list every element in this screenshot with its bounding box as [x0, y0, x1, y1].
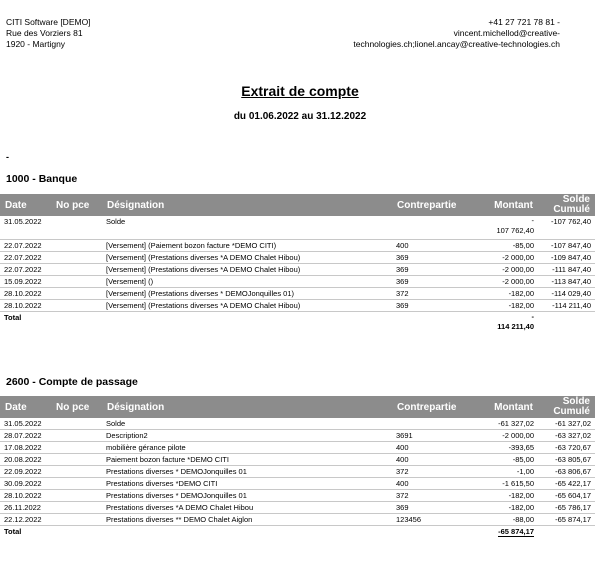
cell-montant: -88,00 — [483, 514, 538, 526]
cell-pce — [51, 252, 102, 264]
cell-date: 22.09.2022 — [0, 466, 51, 478]
cell-designation: Prestations diverses * DEMOJonquilles 01 — [102, 466, 392, 478]
cell-designation: Prestations diverses * DEMOJonquilles 01 — [102, 490, 392, 502]
cell-date: 22.07.2022 — [0, 240, 51, 252]
cell-date: 28.10.2022 — [0, 300, 51, 312]
cell-designation: [Versement] (Paiement bozon facture *DEMO CITI) — [102, 240, 392, 252]
cell-contrepartie: 369 — [392, 264, 483, 276]
cell-solde: -114 211,40 — [538, 300, 595, 312]
cell-designation: [Versement] (Prestations diverses * DEMOJonquilles 01) — [102, 288, 392, 300]
header-date: Date — [0, 194, 51, 216]
cell-designation: Prestations diverses *A DEMO Chalet Hibou — [102, 502, 392, 514]
cell-montant: -2 000,00 — [483, 276, 538, 288]
cell-solde: -111 847,40 — [538, 264, 595, 276]
cell-date: 20.08.2022 — [0, 454, 51, 466]
cell-solde: -107 847,40 — [538, 240, 595, 252]
total-row: Total -65 874,17 — [4, 526, 534, 536]
cell-solde: -63 327,02 — [538, 430, 595, 442]
table-row — [0, 252, 595, 264]
header-solde: Solde Cumulé — [538, 396, 595, 418]
cell-montant: -1,00 — [483, 466, 538, 478]
header-solde: Solde Cumulé — [538, 194, 595, 216]
document-title: Extrait de compte — [241, 83, 359, 99]
cell-montant: -2 000,00 — [483, 252, 538, 264]
cell-pce — [51, 276, 102, 288]
company-address — [6, 17, 91, 50]
cell-montant: -182,00 — [483, 490, 538, 502]
cell-designation: [Versement] (Prestations diverses *A DEMO Chalet Hibou) — [102, 300, 392, 312]
table-header — [0, 396, 595, 418]
cell-pce — [51, 514, 102, 526]
cell-date: 17.08.2022 — [0, 442, 51, 454]
table-header — [0, 194, 595, 216]
cell-designation: [Versement] () — [102, 276, 392, 288]
cell-montant: -182,00 — [483, 502, 538, 514]
table-row — [0, 240, 595, 252]
cell-solde: -65 422,17 — [538, 478, 595, 490]
header-contrepartie: Contrepartie — [392, 194, 483, 216]
cell-date: 22.12.2022 — [0, 514, 51, 526]
company-city: 1920 - Martigny — [6, 39, 66, 49]
cell-contrepartie: 369 — [392, 300, 483, 312]
cell-date: 15.09.2022 — [0, 276, 51, 288]
table-row — [0, 478, 595, 490]
cell-solde: -63 805,67 — [538, 454, 595, 466]
cell-solde: -113 847,40 — [538, 276, 595, 288]
cell-pce — [51, 442, 102, 454]
account-table-banque — [0, 194, 595, 335]
cell-solde: -109 847,40 — [538, 252, 595, 264]
cell-montant: -182,00 — [483, 288, 538, 300]
contact-block — [353, 17, 560, 50]
cell-date: 22.07.2022 — [0, 252, 51, 264]
cell-solde: -65 786,17 — [538, 502, 595, 514]
cell-contrepartie: 372 — [392, 288, 483, 300]
cell-designation: Description2 — [102, 430, 392, 442]
cell-contrepartie: 400 — [392, 454, 483, 466]
cell-pce — [51, 490, 102, 502]
account-title-passage: 2600 - Compte de passage — [6, 376, 138, 388]
cell-montant: -2 000,00 — [483, 264, 538, 276]
cell-montant: -85,00 — [483, 240, 538, 252]
contact-email-2: technologies.ch;lionel.ancay@creative-technologies.ch — [353, 39, 560, 49]
header-date: Date — [0, 396, 51, 418]
table-row — [0, 430, 595, 442]
account-title-banque: 1000 - Banque — [6, 173, 78, 185]
cell-contrepartie: 123456 — [392, 514, 483, 526]
cell-solde: -63 806,67 — [538, 466, 595, 478]
separator-dash: - — [6, 152, 9, 162]
cell-pce — [51, 466, 102, 478]
cell-contrepartie: 372 — [392, 490, 483, 502]
table-row — [0, 490, 595, 502]
cell-solde: -65 874,17 — [538, 514, 595, 526]
cell-contrepartie: 400 — [392, 478, 483, 490]
contact-phone: +41 27 721 78 81 - — [488, 17, 560, 27]
cell-date: 26.11.2022 — [0, 502, 51, 514]
cell-pce — [51, 454, 102, 466]
cell-date: 28.07.2022 — [0, 430, 51, 442]
header-designation: Désignation — [102, 194, 392, 216]
table-row — [0, 454, 595, 466]
cell-contrepartie: 3691 — [392, 430, 483, 442]
company-street: Rue des Vorziers 81 — [6, 28, 83, 38]
opening-row: 31.05.2022 Solde -61 327,02 -61 327,02 — [0, 418, 595, 430]
company-name: CITI Software [DEMO] — [6, 17, 91, 27]
cell-pce — [51, 300, 102, 312]
cell-designation: Paiement bozon facture *DEMO CITI — [102, 454, 392, 466]
opening-row: 31.05.2022 Solde - 107 762,40 -107 762,40 — [0, 216, 595, 240]
cell-pce — [51, 502, 102, 514]
cell-contrepartie: 400 — [392, 442, 483, 454]
cell-solde: -65 604,17 — [538, 490, 595, 502]
table-row — [0, 276, 595, 288]
cell-montant: -2 000,00 — [483, 430, 538, 442]
cell-designation: mobilière gérance pilote — [102, 442, 392, 454]
cell-date: 22.07.2022 — [0, 264, 51, 276]
header-pce: No pce — [51, 396, 102, 418]
cell-contrepartie: 369 — [392, 502, 483, 514]
cell-montant: -182,00 — [483, 300, 538, 312]
document-period: du 01.06.2022 au 31.12.2022 — [233, 111, 367, 122]
cell-pce — [51, 430, 102, 442]
cell-contrepartie: 369 — [392, 252, 483, 264]
table-row — [0, 264, 595, 276]
cell-date: 28.10.2022 — [0, 490, 51, 502]
cell-contrepartie: 372 — [392, 466, 483, 478]
cell-contrepartie: 400 — [392, 240, 483, 252]
header-montant: Montant — [483, 396, 538, 418]
cell-date: 28.10.2022 — [0, 288, 51, 300]
cell-designation: Prestations diverses *DEMO CITI — [102, 478, 392, 490]
total-row: Total - 114 211,40 — [4, 312, 534, 331]
cell-montant: -1 615,50 — [483, 478, 538, 490]
cell-solde: -63 720,67 — [538, 442, 595, 454]
cell-montant: -393,65 — [483, 442, 538, 454]
cell-designation: Prestations diverses ** DEMO Chalet Aiglon — [102, 514, 392, 526]
table-row — [0, 502, 595, 514]
table-row — [0, 442, 595, 454]
cell-contrepartie: 369 — [392, 276, 483, 288]
cell-solde: -114 029,40 — [538, 288, 595, 300]
cell-designation: [Versement] (Prestations diverses *A DEMO Chalet Hibou) — [102, 264, 392, 276]
cell-designation: [Versement] (Prestations diverses *A DEMO Chalet Hibou) — [102, 252, 392, 264]
cell-pce — [51, 264, 102, 276]
header-contrepartie: Contrepartie — [392, 396, 483, 418]
cell-montant: -85,00 — [483, 454, 538, 466]
cell-pce — [51, 240, 102, 252]
table-row — [0, 288, 595, 300]
header-montant: Montant — [483, 194, 538, 216]
account-table-passage — [0, 396, 595, 537]
header-designation: Désignation — [102, 396, 392, 418]
cell-date: 30.09.2022 — [0, 478, 51, 490]
table-row — [0, 514, 595, 526]
cell-pce — [51, 478, 102, 490]
contact-email-1: vincent.michellod@creative- — [453, 28, 560, 38]
cell-pce — [51, 288, 102, 300]
table-row — [0, 466, 595, 478]
header-pce: No pce — [51, 194, 102, 216]
table-row — [0, 300, 595, 312]
